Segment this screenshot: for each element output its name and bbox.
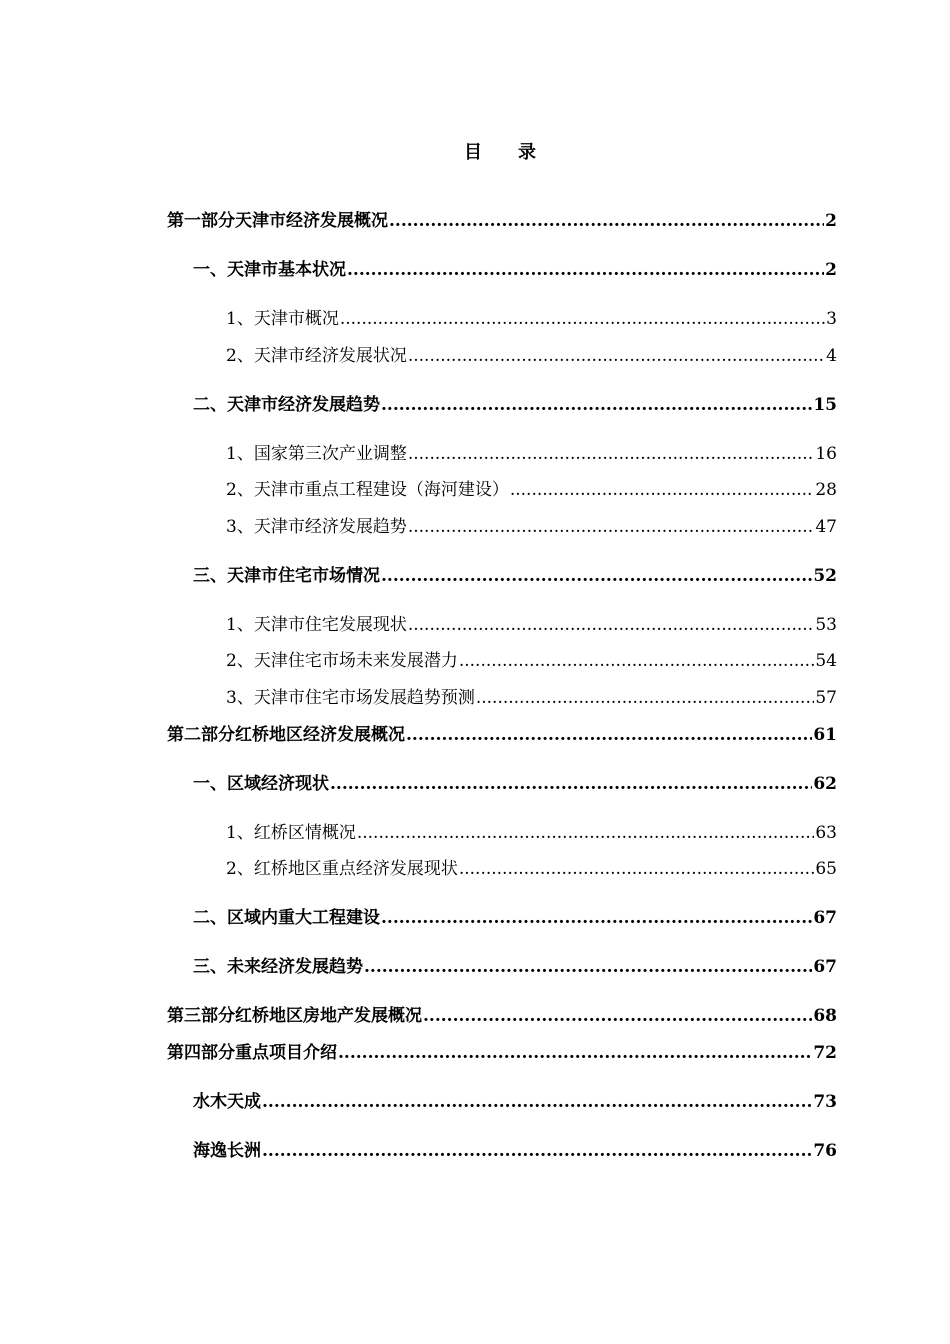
toc-entry-label: 天津市重点工程建设（海河建设）: [253, 480, 509, 500]
toc-dot-leader: [262, 1140, 812, 1162]
toc-entry-number: 2、: [226, 480, 254, 500]
toc-entry-label: 天津市住宅发展现状: [253, 615, 407, 635]
toc-entry-number: 一、: [193, 774, 227, 794]
toc-entry-label: 天津市基本状况: [227, 260, 346, 280]
toc-entry-section[interactable]: [193, 394, 837, 416]
toc-entry-number: 3、: [226, 517, 254, 537]
toc-title-left: 目: [464, 142, 482, 163]
toc-entry-page: 53: [815, 615, 837, 635]
toc-entry-subsection[interactable]: [226, 822, 837, 844]
toc-entry-page: 76: [813, 1141, 837, 1161]
toc-entry-number: 二、: [193, 395, 227, 415]
toc-entry-label: 天津住宅市场未来发展潜力: [253, 651, 458, 671]
toc-entry-section[interactable]: [193, 259, 837, 281]
toc-entry-project[interactable]: [193, 1091, 837, 1113]
toc-dot-leader: [423, 1005, 812, 1027]
toc-entry-page: 3: [826, 309, 837, 329]
toc-entry-label: 天津市住宅市场发展趋势预测: [253, 688, 475, 708]
toc-entry-number: 2、: [226, 859, 254, 879]
toc-entry-number: 第四部分: [167, 1043, 235, 1063]
toc-entry-part[interactable]: [167, 210, 837, 232]
toc-dot-leader: [476, 687, 815, 709]
toc-entry-page: 2: [825, 260, 837, 280]
toc-entry-subsection[interactable]: [226, 858, 837, 880]
toc-entry-label: 国家第三次产业调整: [253, 444, 407, 464]
toc-entry-page: 73: [813, 1092, 837, 1112]
toc-entry-label: 红桥区情概况: [253, 823, 356, 843]
toc-entry-subsection[interactable]: [226, 345, 837, 367]
toc-entry-label: 天津市经济发展概况: [235, 211, 388, 231]
toc-entry-label: 二、区域内重大工程建设: [193, 908, 380, 928]
toc-dot-leader: [381, 394, 812, 416]
toc-entry-label: 红桥地区房地产发展概况: [235, 1006, 422, 1026]
toc-entry-label: 红桥地区经济发展概况: [235, 725, 405, 745]
toc-entry-number: 2、: [226, 651, 254, 671]
toc-dot-leader: [408, 345, 825, 367]
toc-entry-number: 1、: [226, 823, 254, 843]
toc-entry-part[interactable]: [167, 1005, 837, 1027]
toc-entry-page: 54: [815, 651, 837, 671]
toc-entry-label: 天津市住宅市场情况: [227, 566, 380, 586]
toc-entry-label: 天津市概况: [253, 309, 339, 329]
toc-dot-leader: [381, 565, 812, 587]
toc-entry-number: 第二部分: [167, 725, 235, 745]
toc-entry-label: 天津市经济发展趋势: [227, 395, 380, 415]
toc-entry-number: 三、: [193, 566, 227, 586]
toc-entry-page: 67: [813, 957, 837, 977]
toc-entry-page: 65: [815, 859, 837, 879]
toc-dot-leader: [340, 308, 825, 330]
toc-entry-section[interactable]: [193, 956, 837, 978]
toc-entry-number: 3、: [226, 688, 254, 708]
toc-entry-part[interactable]: [167, 724, 837, 746]
toc-entry-subsection[interactable]: [226, 650, 837, 672]
toc-entry-section[interactable]: [193, 565, 837, 587]
toc-dot-leader: [389, 210, 824, 232]
toc-entry-page: 47: [815, 517, 837, 537]
toc-dot-leader: [408, 516, 815, 538]
toc-entry-number: 2、: [226, 346, 254, 366]
toc-entry-page: 15: [813, 395, 837, 415]
toc-dot-leader: [338, 1042, 812, 1064]
toc-entry-label: 三、未来经济发展趋势: [193, 957, 363, 977]
toc-dot-leader: [459, 650, 815, 672]
toc-dot-leader: [408, 614, 815, 636]
toc-entry-project[interactable]: [193, 1140, 837, 1162]
toc-entry-label: 重点项目介绍: [235, 1043, 337, 1063]
toc-entry-part[interactable]: [167, 1042, 837, 1064]
toc-title-right: 录: [518, 142, 536, 163]
toc-entry-label: 天津市经济发展状况: [253, 346, 407, 366]
toc-dot-leader: [408, 443, 815, 465]
toc-entry-subsection[interactable]: [226, 308, 837, 330]
toc-entry-number: 第三部分: [167, 1006, 235, 1026]
toc-entry-subsection[interactable]: [226, 614, 837, 636]
toc-entry-subsection[interactable]: [226, 443, 837, 465]
toc-entry-page: 4: [826, 346, 837, 366]
toc-entry-subsection[interactable]: [226, 687, 837, 709]
toc-entry-label: 红桥地区重点经济发展现状: [253, 859, 458, 879]
toc-dot-leader: [330, 773, 812, 795]
toc-entry-label: 区域经济现状: [227, 774, 329, 794]
toc-entry-page: 63: [815, 823, 837, 843]
toc-entry-page: 68: [813, 1006, 837, 1026]
toc-entry-page: 57: [815, 688, 837, 708]
toc-entry-number: 1、: [226, 444, 254, 464]
toc-dot-leader: [459, 858, 815, 880]
toc-entry-subsection[interactable]: [226, 516, 837, 538]
toc-entry-subsection[interactable]: [226, 479, 837, 501]
toc-entry-label: 天津市经济发展趋势: [253, 517, 407, 537]
toc-entry-page: 28: [815, 480, 837, 500]
toc-entry-page: 16: [815, 444, 837, 464]
toc-entry-section[interactable]: [193, 773, 837, 795]
toc-entry-label: 海逸长洲: [193, 1141, 261, 1161]
toc-dot-leader: [381, 907, 812, 929]
toc-entry-number: 第一部分: [167, 211, 235, 231]
toc-entry-section[interactable]: [193, 907, 837, 929]
toc-dot-leader: [510, 479, 815, 501]
toc-dot-leader: [347, 259, 824, 281]
toc-entry-page: 2: [825, 211, 837, 231]
toc-entry-number: 1、: [226, 615, 254, 635]
toc-dot-leader: [364, 956, 812, 978]
toc-entry-page: 67: [813, 908, 837, 928]
toc-entry-number: 一、: [193, 260, 227, 280]
toc-entry-page: 62: [813, 774, 837, 794]
toc-entry-page: 61: [813, 725, 837, 745]
toc-entry-page: 72: [813, 1043, 837, 1063]
toc-dot-leader: [406, 724, 812, 746]
toc-entry-label: 水木天成: [193, 1092, 261, 1112]
toc-entry-number: 1、: [226, 309, 254, 329]
toc-dot-leader: [262, 1091, 812, 1113]
toc-entry-page: 52: [813, 566, 837, 586]
toc-dot-leader: [357, 822, 815, 844]
